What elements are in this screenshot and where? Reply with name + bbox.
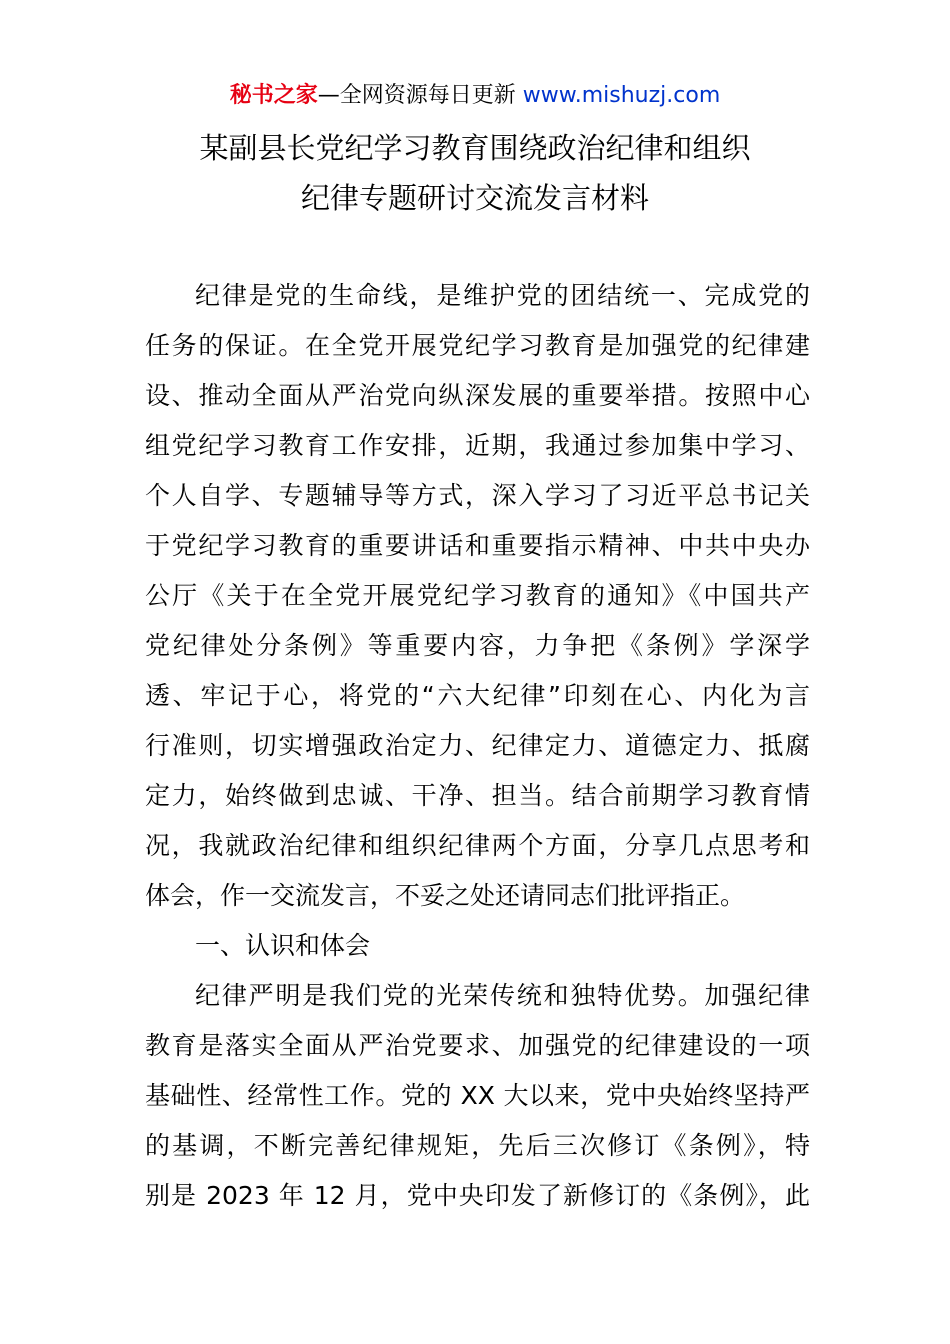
body-line: 于党纪学习教育的重要讲话和重要指示精神、中共中央办 (145, 531, 810, 560)
body-line: 的基调，不断完善纪律规矩，先后三次修订《条例》，特 (145, 1131, 810, 1160)
body-line: 个人自学、专题辅导等方式，深入学习了习近平总书记关 (145, 481, 810, 510)
body-line: 设、推动全面从严治党向纵深发展的重要举措。按照中心 (145, 381, 810, 410)
body-line: 况，我就政治纪律和组织纪律两个方面，分享几点思考和 (145, 831, 810, 860)
body-line: 纪律严明是我们党的光荣传统和独特优势。加强纪律 (195, 981, 810, 1010)
body-line: 党纪律处分条例》等重要内容，力争把《条例》学深学 (145, 631, 810, 660)
body-line: 透、牢记于心，将党的“六大纪律”印刻在心、内化为言 (145, 681, 810, 710)
body-line: 体会，作一交流发言，不妥之处还请同志们批评指正。 (145, 881, 746, 910)
body-line: 别是 2023 年 12 月，党中央印发了新修订的《条例》，此 (145, 1181, 810, 1210)
site-url[interactable]: www.mishuzj.com (522, 83, 721, 108)
body-line: 基础性、经常性工作。党的 XX 大以来，党中央始终坚持严 (145, 1081, 810, 1110)
document-title-line-1: 某副县长党纪学习教育围绕政治纪律和组织 (199, 131, 751, 165)
body-line: 行准则，切实增强政治定力、纪律定力、道德定力、抵腐 (145, 731, 810, 760)
body-line: 任务的保证。在全党开展党纪学习教育是加强党的纪律建 (145, 331, 810, 360)
section-heading: 一、认识和体会 (195, 931, 371, 960)
body-line: 公厅《关于在全党开展党纪学习教育的通知》《中国共产 (145, 581, 810, 610)
document-title-line-2: 纪律专题研讨交流发言材料 (300, 181, 649, 215)
body-line: 教育是落实全面从严治党要求、加强党的纪律建设的一项 (145, 1031, 810, 1060)
site-brand: 秘书之家 (229, 83, 318, 108)
body-line: 定力，始终做到忠诚、干净、担当。结合前期学习教育情 (145, 781, 810, 810)
site-header (0, 78, 950, 114)
body-line: 组党纪学习教育工作安排，近期，我通过参加集中学习、 (145, 431, 810, 460)
body-line: 纪律是党的生命线，是维护党的团结统一、完成党的 (195, 281, 810, 310)
site-tagline: —全网资源每日更新 (317, 83, 516, 108)
